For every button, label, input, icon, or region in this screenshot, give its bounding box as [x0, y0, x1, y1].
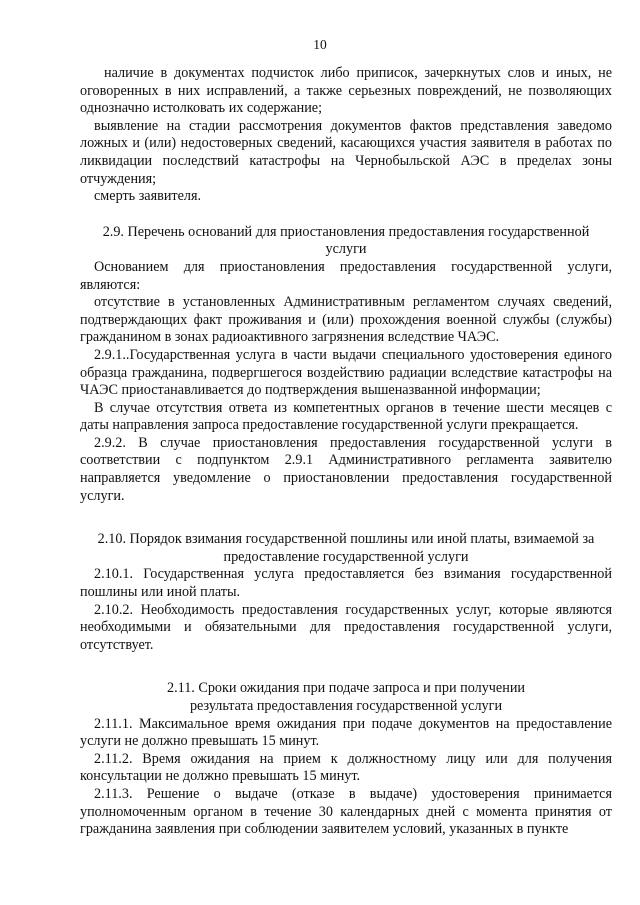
section-heading-2-11-line1: 2.11. Сроки ожидания при подаче запроса и при получении: [166, 680, 526, 697]
page-number: 10: [313, 37, 327, 52]
paragraph-suspension-basis: Основанием для приостановления предоставления государственной услуги, являются:: [80, 258, 612, 293]
paragraph-2-9-2: 2.9.2. В случае приостановления предоставления государственной услуги в соответствии с подпунктом 2.9.1 Административного регламента заявителю направляется уведомление о приостановлении предоставления государственной услуги.: [80, 434, 612, 504]
paragraph-2-11-1: 2.11.1. Максимальное время ожидания при подаче документов на предоставление услуги не должно превышать 15 минут.: [80, 715, 612, 750]
paragraph-erasures: наличие в документах подчисток либо приписок, зачеркнутых слов и иных, не оговоренных в них исправлений, а также серьезных повреждений, не позволяющих однозначно истолковать их содержание;: [80, 65, 612, 117]
paragraph-2-11-2: 2.11.2. Время ожидания на прием к должностному лицу или для получения консультации не должно превышать 15 минут.: [80, 750, 612, 785]
paragraph-no-response: В случае отсутствия ответа из компетентных органов в течение шести месяцев с даты направления запроса предоставление государственной услуги прекращается.: [80, 399, 612, 434]
document-body: [80, 65, 612, 839]
section-heading-2-10-line1: 2.10. Порядок взимания государственной пошлины или иной платы, взимаемой за: [97, 531, 595, 548]
paragraph-2-11-3: 2.11.3. Решение о выдаче (отказе в выдаче) удостоверения принимается уполномоченным органом в течение 30 календарных дней с момента принятия от гражданина заявления при соблюдении заявителем условий, указанных в пункте: [80, 785, 612, 838]
paragraph-2-9-1: 2.9.1..Государственная услуга в части выдачи специального удостоверения единого образца гражданина, подвергшегося воздействию радиации вследствие катастрофы на ЧАЭС приостанавливается до подтверждения вышеназванной информации;: [80, 346, 612, 399]
section-heading-2-9-line2: услуги: [325, 241, 367, 258]
section-heading-2-9-line1: 2.9. Перечень оснований для приостановления предоставления государственной: [102, 223, 590, 240]
section-heading-2-11-line2: результата предоставления государственной услуги: [189, 698, 503, 714]
paragraph-no-info: отсутствие в установленных Административным регламентом случаях сведений, подтверждающих факт проживания и (или) прохождения военной службы (службы) гражданином в зонах радиоактивного загрязнения вследствие ЧАЭС.: [80, 294, 612, 346]
paragraph-2-10-2: 2.10.2. Необходимость предоставления государственных услуг, которые являются необходимыми и обязательными для предоставления государственной услуги, отсутствует.: [80, 601, 612, 653]
paragraph-2-10-1: 2.10.1. Государственная услуга предоставляется без взимания государственной пошлины или иной платы.: [80, 566, 612, 601]
paragraph-death: смерть заявителя.: [94, 188, 202, 205]
section-heading-2-10-line2: предоставление государственной услуги: [223, 548, 469, 565]
paragraph-false-info: выявление на стадии рассмотрения документов фактов представления заведомо ложных и (или) недостоверных сведений, касающихся участия заявителя в работах по ликвидации последствий катастрофы на Чернобыльской АЭС в пределах зоны отчуждения;: [80, 117, 612, 187]
